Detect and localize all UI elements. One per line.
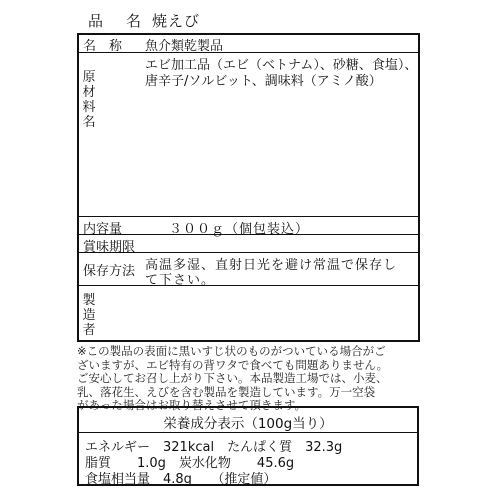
nutrition-row: 脂質 1.0g 炭水化物 45.6g [85, 456, 295, 471]
notice-line: ざいますが、エビ特有の背ワタで食べても問題ありません。 [77, 357, 389, 372]
notice-text [77, 345, 417, 413]
label-table [77, 33, 420, 342]
ingredients-line-2: 唐辛子/ソルビット、調味料（アミノ酸） [145, 74, 382, 89]
nutrition-row: 食塩相当量 4.8g （推定値） [85, 472, 277, 487]
nutrition-title: 栄養成分表示（100g当り） [163, 416, 333, 432]
notice-line: ※この製品の表面に黒いすじ状のものがついている場合がご [77, 344, 386, 358]
manufacturer-label: 製造者 [82, 293, 96, 338]
content-label: 内容量 [83, 222, 123, 237]
ingredients-label: 原材料名 [82, 70, 96, 130]
notice-line: があった場合はお取り替えさせて頂きます。 [77, 398, 306, 412]
storage-line-1: 高温多湿、直射日光を避け常温で保存し [145, 258, 398, 273]
best-before-label: 賞味期限 [83, 240, 136, 255]
product-name-label-char2: 名 [126, 12, 143, 30]
product-name-label-char1: 品 [88, 12, 105, 30]
product-name-row [88, 10, 200, 31]
content-value: ３００ｇ（個包装込） [169, 222, 310, 237]
row-divider [79, 285, 418, 286]
product-name-value: 焼えび [152, 12, 201, 30]
storage-line-2: て下さい。 [145, 273, 216, 288]
notice-line: 乳、落花生、えびを含む製品を製造しています。万一空袋 [77, 384, 376, 399]
notice-line: ご安心してお召し上がり下さい。本品製造工場では、小麦、 [77, 371, 388, 385]
nutrition-table [77, 406, 419, 486]
storage-label: 保存方法 [83, 264, 136, 279]
nutrition-divider [79, 432, 417, 433]
category-label: 名 称 [83, 39, 123, 54]
category-value: 魚介類乾製品 [145, 39, 224, 54]
nutrition-row: エネルギー 321kcal たんぱく質 32.3g [85, 440, 343, 455]
row-divider [79, 52, 418, 53]
row-divider [79, 216, 418, 217]
ingredients-line-1: エビ加工品（エビ（ベトナム）、砂糖、食塩）、 [145, 58, 418, 73]
